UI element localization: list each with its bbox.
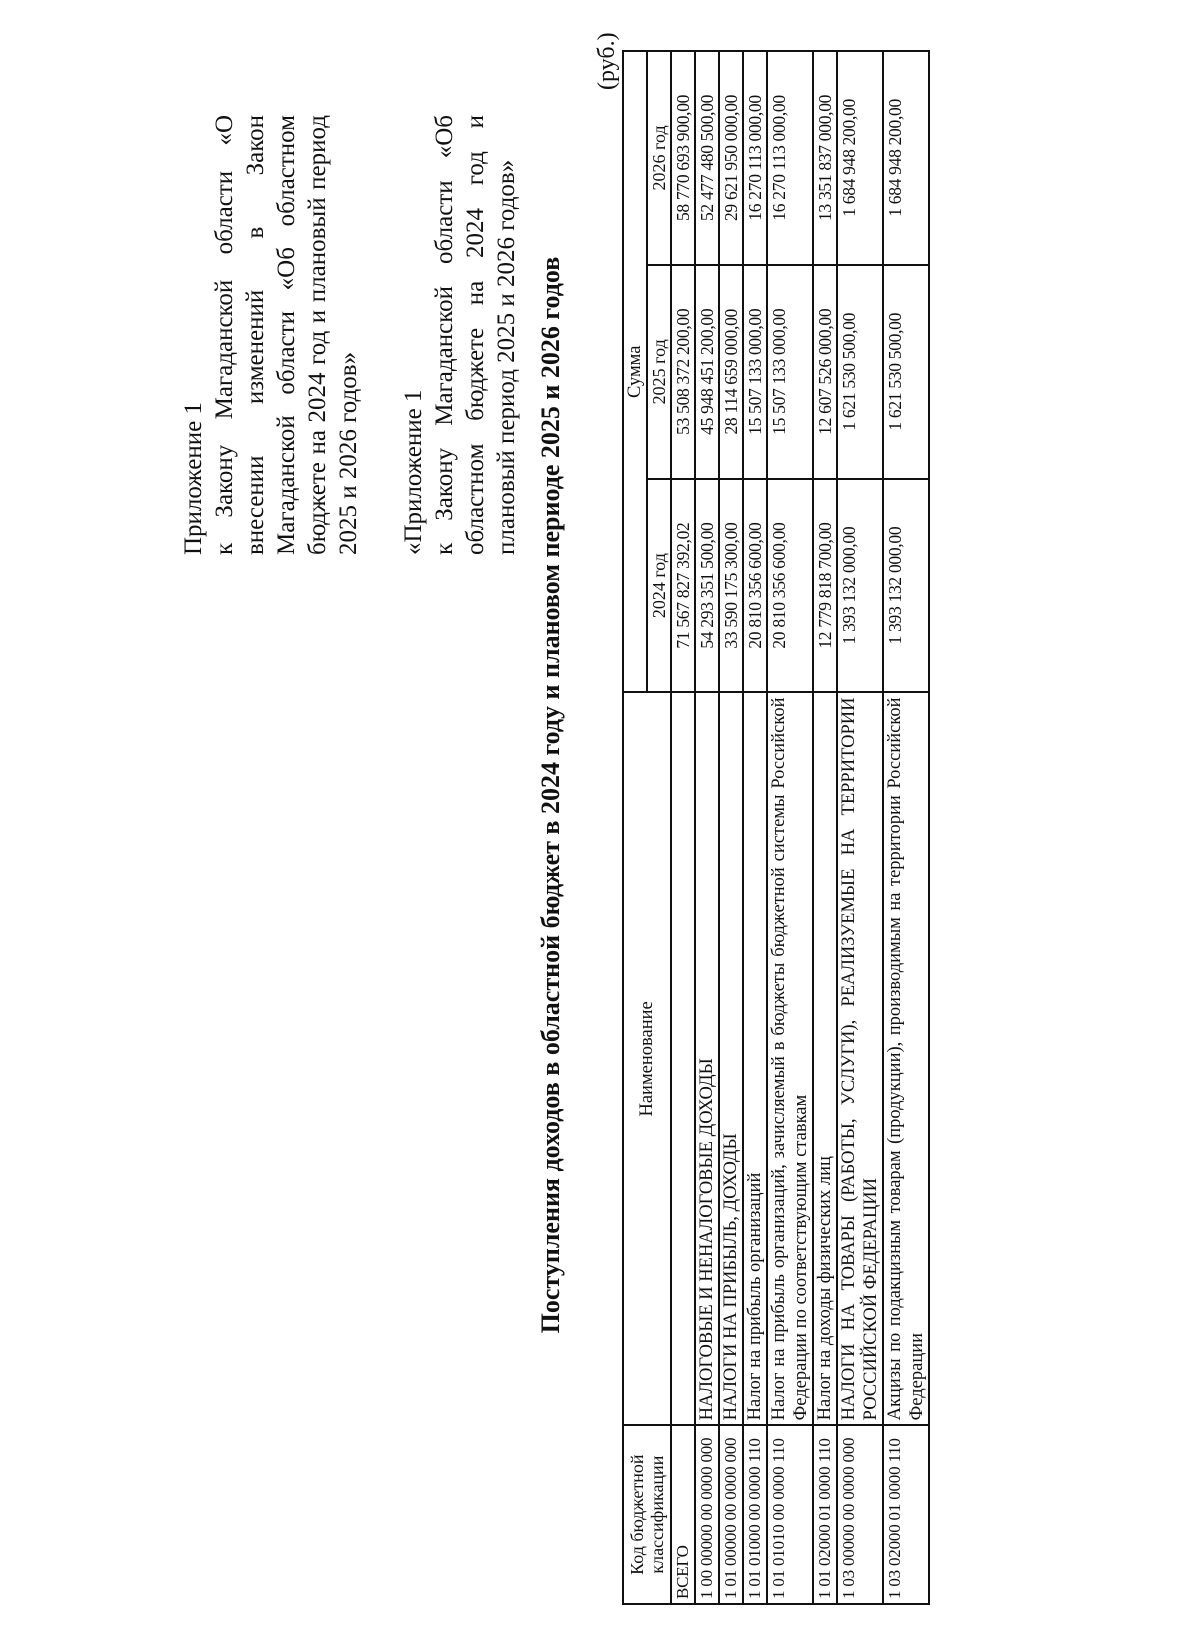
annex-label: «Приложение 1	[400, 389, 427, 555]
cell-name: Налог на прибыль организаций	[743, 692, 767, 1425]
table-row	[837, 51, 883, 1604]
cell-name	[671, 692, 695, 1425]
cell-2025: 53 508 372 200,00	[671, 265, 695, 479]
cell-2026: 52 477 480 500,00	[695, 51, 719, 265]
cell-code: 1 01 01000 00 0000 110	[743, 1425, 767, 1604]
cell-2026: 16 270 113 000,00	[743, 51, 767, 265]
cell-2026: 58 770 693 900,00	[671, 51, 695, 265]
table-header-row	[623, 51, 647, 1604]
header-name: Наименование	[623, 692, 671, 1425]
document-title: Поступления доходов в областной бюджет в 2024 году и плановом периоде 2025 и 2026 годов	[536, 256, 565, 1334]
cell-2025: 45 948 451 200,00	[695, 265, 719, 479]
table-row	[883, 51, 929, 1604]
annex-header-amendment	[178, 115, 364, 555]
table-row	[671, 51, 695, 1604]
cell-2026: 29 621 950 000,00	[719, 51, 743, 265]
cell-2026: 1 684 948 200,00	[837, 51, 883, 265]
cell-2024: 1 393 132 000,00	[883, 479, 929, 693]
cell-2024: 71 567 827 392,02	[671, 479, 695, 693]
header-sum: Сумма	[623, 51, 647, 692]
cell-name: НАЛОГИ НА ТОВАРЫ (РАБОТЫ, УСЛУГИ), РЕАЛИЗУЕМЫЕ НА ТЕРРИТОРИИ РОССИЙСКОЙ ФЕДЕРАЦИИ	[837, 692, 883, 1425]
cell-2024: 20 810 356 600,00	[743, 479, 767, 693]
cell-2026: 13 351 837 000,00	[813, 51, 837, 265]
cell-2025: 1 621 530 500,00	[883, 265, 929, 479]
cell-2025: 1 621 530 500,00	[837, 265, 883, 479]
header-year-2026: 2026 год	[647, 51, 671, 265]
cell-2024: 33 590 175 300,00	[719, 479, 743, 693]
cell-2024: 1 393 132 000,00	[837, 479, 883, 693]
currency-unit: (руб.)	[594, 32, 620, 90]
annex-text: к Закону Магаданской области «Об областном бюджете на 2024 год и плановый период 2025 и 2026 годов»	[431, 115, 520, 555]
table-row	[743, 51, 767, 1604]
table-row	[813, 51, 837, 1604]
annex-text: к Закону Магаданской области «О внесении изменений в Закон Магаданской области «Об областном бюджете на 2024 год и плановый период 2025 и 2026 годов»	[211, 115, 362, 555]
cell-name: Налог на доходы физических лиц	[813, 692, 837, 1425]
table-row	[695, 51, 719, 1604]
cell-name: Налог на прибыль организаций, зачисляемый в бюджеты бюджетной системы Российской Федерации по соответствующим ставкам	[767, 692, 813, 1425]
cell-name: Акцизы по подакцизным товарам (продукции), производимым на территории Российской Федерации	[883, 692, 929, 1425]
cell-2025: 15 507 133 000,00	[743, 265, 767, 479]
cell-code: ВСЕГО	[671, 1425, 695, 1604]
cell-2024: 12 779 818 700,00	[813, 479, 837, 693]
header-year-2025: 2025 год	[647, 265, 671, 479]
annex-header-original	[398, 115, 522, 555]
cell-name: НАЛОГИ НА ПРИБЫЛЬ, ДОХОДЫ	[719, 692, 743, 1425]
cell-2026: 16 270 113 000,00	[767, 51, 813, 265]
cell-code: 1 01 00000 00 0000 000	[719, 1425, 743, 1604]
cell-2025: 28 114 659 000,00	[719, 265, 743, 479]
cell-code: 1 03 02000 01 0000 110	[883, 1425, 929, 1604]
header-year-2024: 2024 год	[647, 479, 671, 693]
header-code: Код бюджетной классификации	[623, 1425, 671, 1604]
cell-2026: 1 684 948 200,00	[883, 51, 929, 265]
cell-code: 1 01 01010 00 0000 110	[767, 1425, 813, 1604]
cell-2024: 54 293 351 500,00	[695, 479, 719, 693]
cell-2025: 15 507 133 000,00	[767, 265, 813, 479]
revenue-table	[622, 50, 930, 1605]
annex-label: Приложение 1	[180, 402, 207, 555]
cell-code: 1 01 02000 01 0000 110	[813, 1425, 837, 1604]
table-row	[767, 51, 813, 1604]
cell-name: НАЛОГОВЫЕ И НЕНАЛОГОВЫЕ ДОХОДЫ	[695, 692, 719, 1425]
cell-2024: 20 810 356 600,00	[767, 479, 813, 693]
cell-code: 1 00 00000 00 0000 000	[695, 1425, 719, 1604]
cell-code: 1 03 00000 00 0000 000	[837, 1425, 883, 1604]
table-row	[719, 51, 743, 1604]
cell-2025: 12 607 526 000,00	[813, 265, 837, 479]
